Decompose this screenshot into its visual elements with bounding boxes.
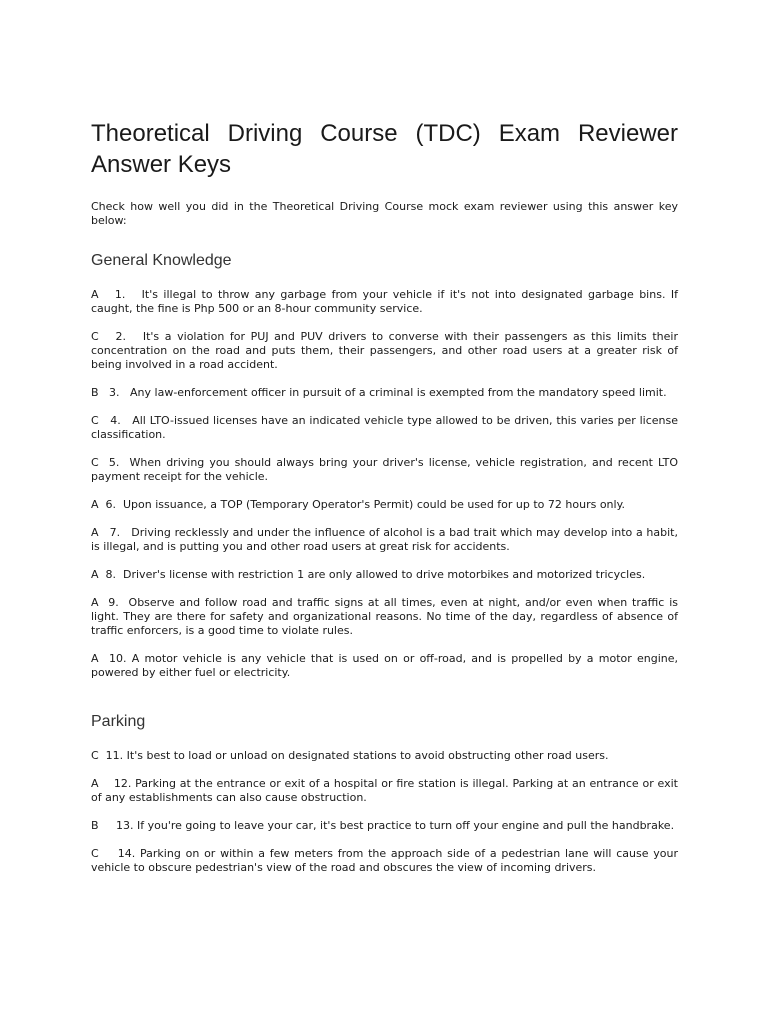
answer-item-10: A 10. A motor vehicle is any vehicle that is used on or off-road, and is propelled by a motor engine, powered by either fuel or electricity. — [91, 652, 682, 679]
section-heading-general-knowledge: General Knowledge — [91, 252, 232, 269]
answer-item-4: C 4. All LTO-issued licenses have an indicated vehicle type allowed to be driven, this varies per license classification. — [91, 414, 682, 441]
answer-item-11: C 11. It's best to load or unload on designated stations to avoid obstructing other road users. — [91, 749, 609, 762]
answer-item-9: A 9. Observe and follow road and traffic signs at all times, even at night, and/or even when traffic is light. They are there for safety and organizational reasons. No time of the day, regardless of absence of traffic enforcers, is a good time to violate rules. — [91, 596, 682, 637]
answer-item-7: A 7. Driving recklessly and under the influence of alcohol is a bad trait which may develop into a habit, is illegal, and is putting you and other road users at great risk for accidents. — [91, 526, 682, 553]
intro-paragraph: Check how well you did in the Theoretical Driving Course mock exam reviewer using this answer key below: — [91, 200, 678, 227]
answer-item-12: A 12. Parking at the entrance or exit of a hospital or fire station is illegal. Parking at an entrance or exit of any establishments can also cause obstruction. — [91, 777, 682, 804]
general-knowledge-list — [91, 288, 682, 680]
answer-item-1: A 1. It's illegal to throw any garbage from your vehicle if it's not into designated garbage bins. If caught, the fine is Php 500 or an 8-hour community service. — [91, 288, 682, 315]
parking-list — [91, 749, 682, 875]
page-title: Theoretical Driving Course (TDC) Exam Reviewer Answer Keys — [91, 120, 678, 178]
answer-item-6: A 6. Upon issuance, a TOP (Temporary Operator's Permit) could be used for up to 72 hours only. — [91, 498, 626, 511]
section-heading-parking: Parking — [91, 713, 146, 730]
answer-item-14: C 14. Parking on or within a few meters from the approach side of a pedestrian lane will cause your vehicle to obscure pedestrian's view of the road and obscures the view of incoming drivers. — [91, 847, 682, 874]
answer-item-8: A 8. Driver's license with restriction 1 are only allowed to drive motorbikes and motorized tricycles. — [91, 568, 646, 581]
answer-item-5: C 5. When driving you should always bring your driver's license, vehicle registration, and recent LTO payment receipt for the vehicle. — [91, 456, 682, 483]
section-spacer — [91, 694, 678, 712]
answer-item-13: B 13. If you're going to leave your car, it's best practice to turn off your engine and pull the handbrake. — [91, 819, 675, 832]
answer-item-3: B 3. Any law-enforcement officer in pursuit of a criminal is exempted from the mandatory speed limit. — [91, 386, 667, 399]
answer-item-2: C 2. It's a violation for PUJ and PUV drivers to converse with their passengers as this limits their concentration on the road and puts them, their passengers, and other road users at a greater risk of being involved in a road accident. — [91, 330, 682, 371]
